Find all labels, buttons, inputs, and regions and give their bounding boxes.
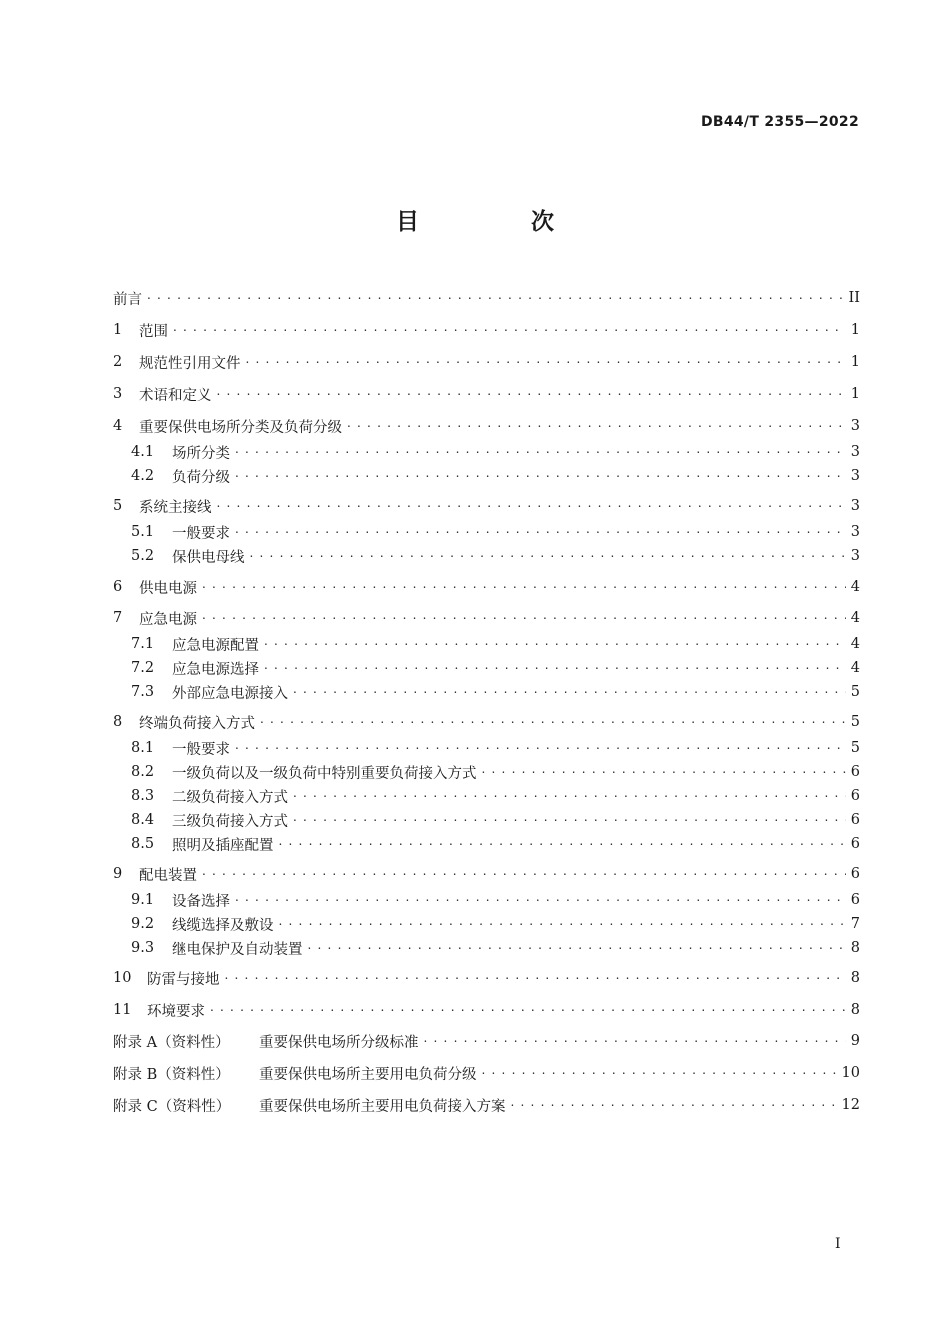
toc-entry-page: 6 — [850, 892, 860, 908]
toc-entry-text: 外部应急电源接入 — [172, 685, 288, 702]
toc-leader-dots — [217, 493, 846, 519]
toc-entry-page: 4 — [850, 636, 860, 652]
page-title: 目 次 — [395, 209, 606, 235]
toc-leader-dots — [235, 439, 846, 465]
toc-entry-page: 4 — [850, 660, 860, 676]
toc-entry-text: 系统主接线 — [139, 499, 212, 516]
toc-entry-text: 终端负荷接入方式 — [139, 715, 255, 732]
toc-leader-dots — [235, 735, 846, 761]
toc-entry-text: 配电装置 — [139, 867, 197, 884]
toc-entry-7[interactable] — [113, 605, 860, 631]
toc-entry-text: 应急电源配置 — [172, 637, 259, 654]
toc-entry-8-1[interactable] — [113, 735, 860, 761]
toc-entry-appendix-c[interactable] — [113, 1092, 860, 1118]
toc-entry-number: 5.2 — [131, 548, 155, 564]
toc-entry-page: 1 — [850, 354, 860, 370]
toc-entry-4-1[interactable] — [113, 439, 860, 465]
toc-entry-9-2[interactable] — [113, 911, 860, 937]
page-number: I — [835, 1236, 841, 1252]
toc-leader-dots — [147, 285, 844, 311]
toc-entry-number: 5.1 — [131, 524, 155, 540]
toc-entry-9[interactable] — [113, 861, 860, 887]
toc-entry-5[interactable] — [113, 493, 860, 519]
toc-entry-page: 6 — [850, 788, 860, 804]
toc-leader-dots — [293, 807, 846, 833]
toc-entry-text: 照明及插座配置 — [172, 837, 274, 854]
toc-entry-number: 1 — [113, 322, 123, 338]
toc-entry-number: 4.1 — [131, 444, 155, 460]
toc-leader-dots — [279, 911, 846, 937]
toc-leader-dots — [202, 574, 846, 600]
toc-entry-number: 2 — [113, 354, 123, 370]
toc-entry-text: 设备选择 — [172, 893, 230, 910]
toc-entry-4-2[interactable] — [113, 463, 860, 489]
toc-entry-8-3[interactable] — [113, 783, 860, 809]
toc-entry-page: 4 — [850, 610, 860, 626]
toc-entry-foreword[interactable] — [113, 285, 860, 311]
toc-entry-text: 重要保供电场所主要用电负荷接入方案 — [259, 1098, 506, 1115]
toc-entry-number: 11 — [113, 1002, 132, 1018]
toc-entry-page: 8 — [850, 940, 860, 956]
toc-entry-8-4[interactable] — [113, 807, 860, 833]
toc-entry-text: 环境要求 — [147, 1003, 205, 1020]
toc-leader-dots — [482, 1060, 837, 1086]
toc-entry-page: 12 — [841, 1097, 860, 1113]
toc-entry-number: 7.3 — [131, 684, 155, 700]
toc-entry-appendix-a[interactable] — [113, 1028, 860, 1054]
toc-entry-page: 6 — [850, 812, 860, 828]
toc-leader-dots — [511, 1092, 837, 1118]
toc-entry-2[interactable] — [113, 349, 860, 375]
toc-entry-number: 9 — [113, 866, 123, 882]
toc-entry-number: 7 — [113, 610, 123, 626]
toc-entry-text: 防雷与接地 — [147, 971, 220, 988]
toc-leader-dots — [250, 543, 846, 569]
toc-leader-dots — [260, 709, 846, 735]
toc-entry-6[interactable] — [113, 574, 860, 600]
toc-entry-page: 5 — [850, 684, 860, 700]
toc-leader-dots — [246, 349, 846, 375]
toc-entry-7-3[interactable] — [113, 679, 860, 705]
toc-entry-page: 5 — [850, 740, 860, 756]
toc-entry-page: 3 — [850, 418, 860, 434]
toc-entry-number: 8 — [113, 714, 123, 730]
toc-entry-text: 负荷分级 — [172, 469, 230, 486]
toc-entry-page: 4 — [850, 579, 860, 595]
toc-leader-dots — [217, 381, 846, 407]
toc-entry-number: 附录 A（资料性） — [113, 1034, 230, 1051]
toc-entry-8-2[interactable] — [113, 759, 860, 785]
toc-entry-text: 术语和定义 — [139, 387, 212, 404]
toc-leader-dots — [424, 1028, 846, 1054]
toc-entry-number: 8.2 — [131, 764, 155, 780]
toc-entry-number: 9.3 — [131, 940, 155, 956]
toc-entry-number: 附录 C（资料性） — [113, 1098, 231, 1115]
toc-entry-5-1[interactable] — [113, 519, 860, 545]
toc-entry-number: 8.5 — [131, 836, 155, 852]
toc-entry-text: 保供电母线 — [172, 549, 245, 566]
toc-entry-text: 前言 — [113, 291, 142, 308]
toc-entry-text: 范围 — [139, 323, 168, 340]
toc-entry-number: 3 — [113, 386, 123, 402]
toc-entry-number: 附录 B（资料性） — [113, 1066, 230, 1083]
toc-entry-page: 3 — [850, 524, 860, 540]
toc-entry-5-2[interactable] — [113, 543, 860, 569]
toc-entry-page: 1 — [850, 386, 860, 402]
toc-entry-text: 线缆选择及敷设 — [172, 917, 274, 934]
toc-entry-text: 供电电源 — [139, 580, 197, 597]
toc-leader-dots — [235, 463, 846, 489]
toc-entry-page: II — [848, 290, 860, 306]
toc-entry-page: 9 — [850, 1033, 860, 1049]
toc-entry-page: 6 — [850, 764, 860, 780]
toc-entry-text: 一般要求 — [172, 741, 230, 758]
toc-entry-text: 应急电源 — [139, 611, 197, 628]
toc-leader-dots — [293, 783, 846, 809]
toc-leader-dots — [225, 965, 846, 991]
toc-entry-number: 7.2 — [131, 660, 155, 676]
toc-entry-number: 9.2 — [131, 916, 155, 932]
toc-entry-number: 4.2 — [131, 468, 155, 484]
toc-entry-number: 8.3 — [131, 788, 155, 804]
toc-entry-11[interactable] — [113, 997, 860, 1023]
toc-entry-page: 5 — [850, 714, 860, 730]
toc-entry-number: 6 — [113, 579, 123, 595]
toc-entry-page: 3 — [850, 444, 860, 460]
toc-leader-dots — [202, 605, 846, 631]
toc-entry-7-2[interactable] — [113, 655, 860, 681]
toc-leader-dots — [347, 413, 846, 439]
toc-entry-text: 场所分类 — [172, 445, 230, 462]
toc-leader-dots — [210, 997, 846, 1023]
toc-entry-page: 6 — [850, 866, 860, 882]
toc-entry-text: 重要保供电场所主要用电负荷分级 — [259, 1066, 477, 1083]
toc-entry-number: 8.4 — [131, 812, 155, 828]
toc-entry-page: 8 — [850, 970, 860, 986]
toc-entry-text: 应急电源选择 — [172, 661, 259, 678]
toc-entry-4[interactable] — [113, 413, 860, 439]
toc-leader-dots — [308, 935, 846, 961]
toc-entry-text: 继电保护及自动装置 — [172, 941, 303, 958]
toc-entry-page: 3 — [850, 468, 860, 484]
toc-entry-8[interactable] — [113, 709, 860, 735]
toc-entry-number: 8.1 — [131, 740, 155, 756]
toc-entry-number: 10 — [113, 970, 132, 986]
toc-leader-dots — [279, 831, 846, 857]
toc-entry-text: 三级负荷接入方式 — [172, 813, 288, 830]
toc-entry-8-5[interactable] — [113, 831, 860, 857]
toc-leader-dots — [235, 887, 846, 913]
toc-leader-dots — [235, 519, 846, 545]
toc-entry-number: 7.1 — [131, 636, 155, 652]
toc-entry-page: 6 — [850, 836, 860, 852]
toc-entry-7-1[interactable] — [113, 631, 860, 657]
toc-entry-number: 4 — [113, 418, 123, 434]
toc-entry-text: 二级负荷接入方式 — [172, 789, 288, 806]
toc-leader-dots — [264, 631, 846, 657]
toc-entry-number: 5 — [113, 498, 123, 514]
toc-entry-3[interactable] — [113, 381, 860, 407]
toc-entry-text: 重要保供电场所分级标准 — [259, 1034, 419, 1051]
toc-leader-dots — [173, 317, 846, 343]
toc-entry-page: 3 — [850, 498, 860, 514]
toc-entry-number: 9.1 — [131, 892, 155, 908]
toc-entry-10[interactable] — [113, 965, 860, 991]
toc-entry-9-1[interactable] — [113, 887, 860, 913]
toc-entry-page: 1 — [850, 322, 860, 338]
toc-entry-1[interactable] — [113, 317, 860, 343]
toc-entry-text: 重要保供电场所分类及负荷分级 — [139, 419, 342, 436]
toc-entry-text: 一级负荷以及一级负荷中特别重要负荷接入方式 — [172, 765, 477, 782]
toc-entry-page: 8 — [850, 1002, 860, 1018]
toc-entry-page: 3 — [850, 548, 860, 564]
toc-leader-dots — [202, 861, 846, 887]
toc-entry-page: 10 — [841, 1065, 860, 1081]
toc-leader-dots — [264, 655, 846, 681]
document-code: DB44/T 2355—2022 — [700, 114, 859, 130]
toc-entry-9-3[interactable] — [113, 935, 860, 961]
toc-entry-text: 规范性引用文件 — [139, 355, 241, 372]
toc-leader-dots — [293, 679, 846, 705]
toc-leader-dots — [482, 759, 846, 785]
toc-entry-text: 一般要求 — [172, 525, 230, 542]
toc-entry-page: 7 — [850, 916, 860, 932]
toc-entry-appendix-b[interactable] — [113, 1060, 860, 1086]
